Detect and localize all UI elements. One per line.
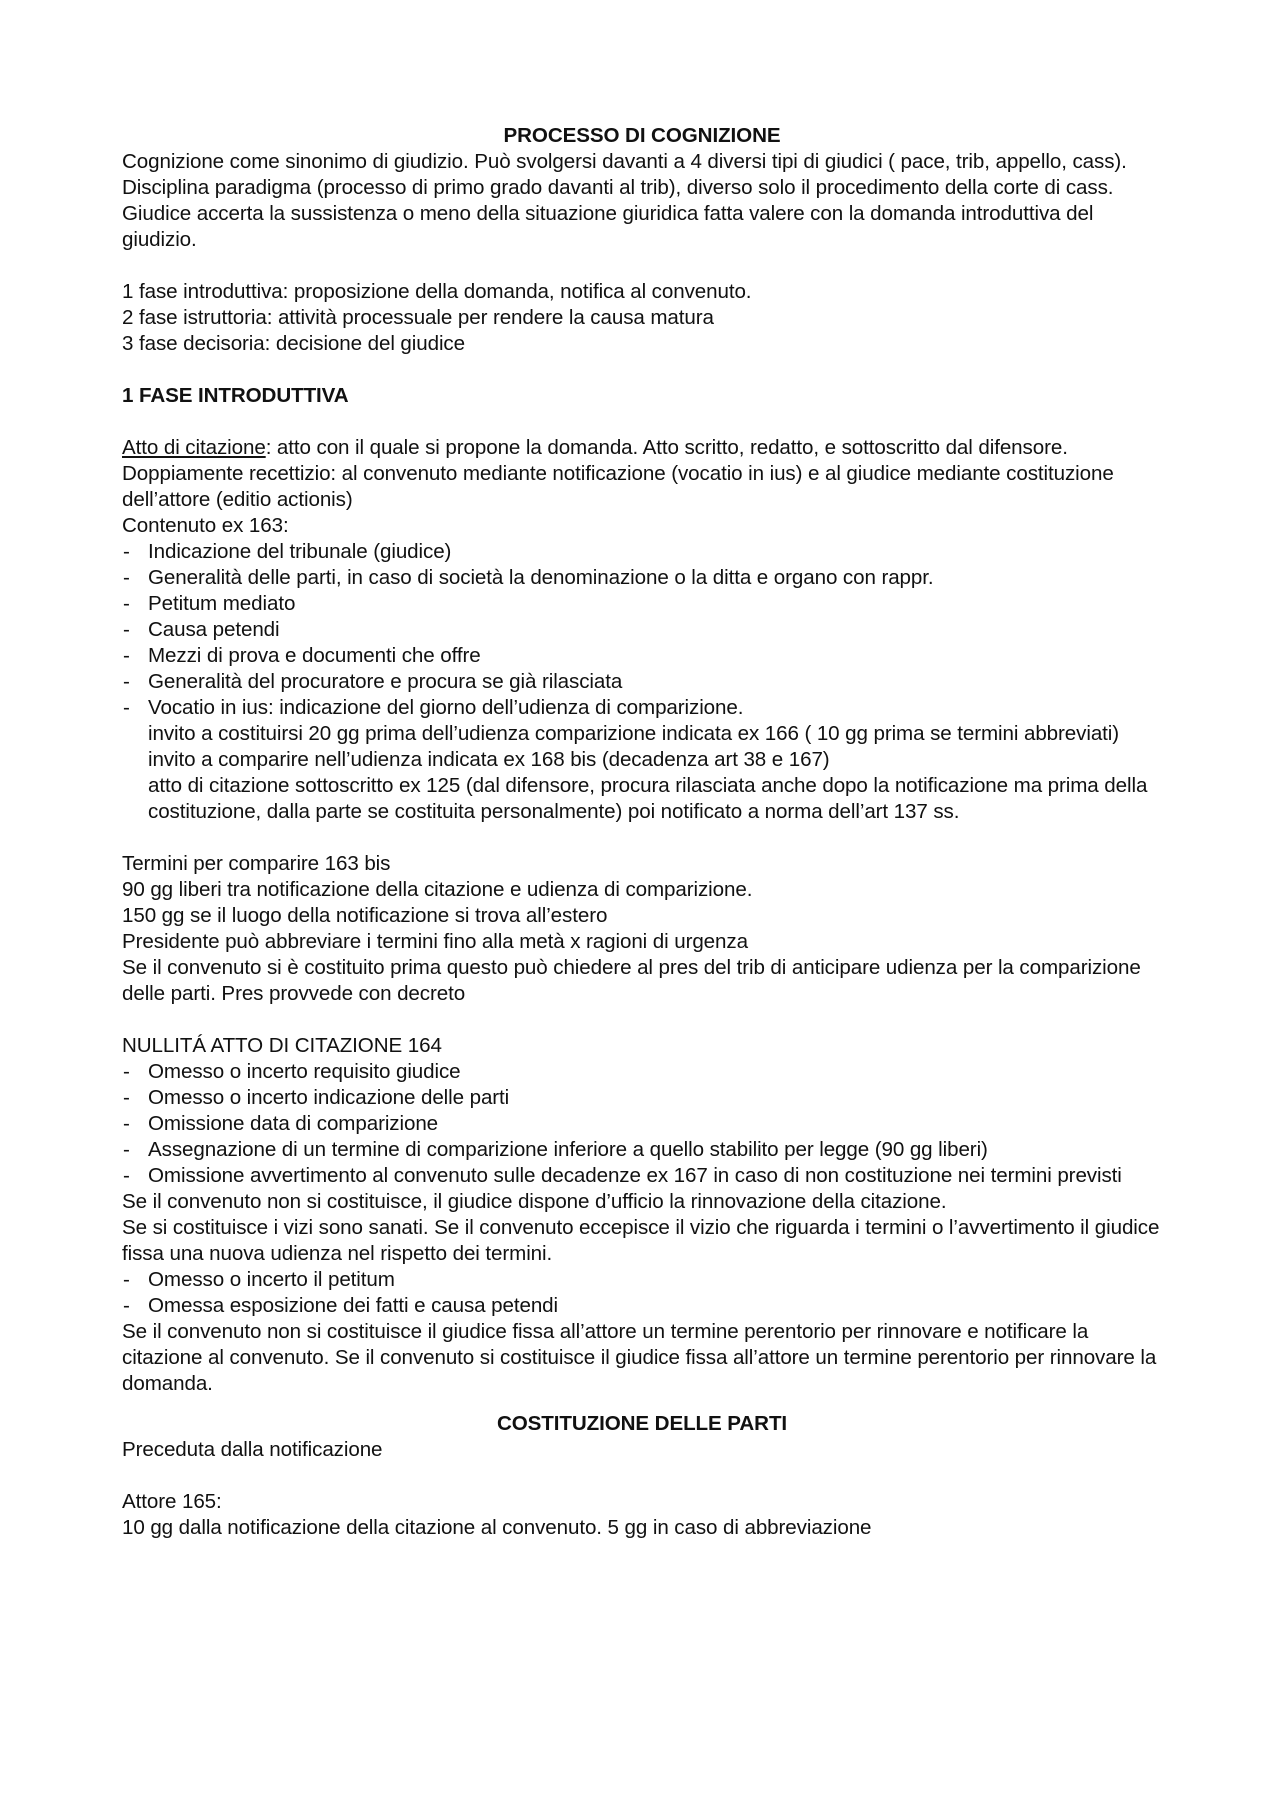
atto-definition-text: : atto con il quale si propone la domanda. Atto scritto, redatto, e sottoscritto dal difensore. (265, 436, 1068, 459)
vocatio-subitem: atto di citazione sottoscritto ex 125 (dal difensore, procura rilasciata anche dopo la notificazione ma prima della costituzione, dalla parte se costituita personalmente) poi notificato a norma dell’art 137 ss. (148, 774, 1148, 823)
phase-line: 3 fase decisoria: decisione del giudice (122, 332, 465, 355)
list-item: - Vocatio in ius: indicazione del giorno dell’udienza di comparizione. (122, 695, 1162, 721)
list-item: - Omesso o incerto il petitum (122, 1267, 1162, 1293)
spacer (122, 409, 1162, 435)
list-item: - Mezzi di prova e documenti che offre (122, 643, 1162, 669)
list-item: - Generalità delle parti, in caso di società la denominazione o la ditta e organo con rappr. (122, 565, 1162, 591)
section-heading-fase-introduttiva: 1 FASE INTRODUTTIVA (122, 384, 349, 407)
intro-paragraph: Giudice accerta la sussistenza o meno della situazione giuridica fatta valere con la domanda introduttiva del giudizio. (122, 202, 1094, 251)
termini-line: Presidente può abbreviare i termini fino alla metà x ragioni di urgenza (122, 930, 748, 953)
atto-term: Atto di citazione (122, 436, 266, 459)
atto-definition (122, 435, 1162, 461)
contenuto-label: Contenuto ex 163: (122, 514, 289, 537)
list-item: - Generalità del procuratore e procura se già rilasciata (122, 669, 1162, 695)
list-item: - Omessa esposizione dei fatti e causa petendi (122, 1293, 1162, 1319)
nullita-heading: NULLITÁ ATTO DI CITAZIONE 164 (122, 1034, 442, 1057)
contenuto-list (122, 539, 1162, 721)
termini-line: Termini per comparire 163 bis (122, 852, 391, 875)
termini-line: Se il convenuto si è costituito prima questo può chiedere al pres del trib di anticipare udienza per la comparizione delle parti. Pres provvede con decreto (122, 956, 1141, 1005)
list-item: - Assegnazione di un termine di comparizione inferiore a quello stabilito per legge (90 gg liberi) (122, 1137, 1162, 1163)
nullita-list-b (122, 1267, 1162, 1319)
termini-line: 150 gg se il luogo della notificazione si trova all’estero (122, 904, 608, 927)
vocatio-subitem: invito a costituirsi 20 gg prima dell’udienza comparizione indicata ex 166 ( 10 gg prima se termini abbreviati) (148, 722, 1120, 745)
phase-line: 1 fase introduttiva: proposizione della domanda, notifica al convenuto. (122, 280, 752, 303)
document-page (122, 123, 1162, 1541)
nullita-list-a (122, 1059, 1162, 1189)
nullita-text: Se il convenuto non si costituisce il giudice fissa all’attore un termine perentorio per rinnovare e notificare la citazione al convenuto. Se il convenuto si costituisce il giudice fissa all’attore un termine perentorio per rinnovare la domanda. (122, 1320, 1157, 1395)
costituzione-heading: COSTITUZIONE DELLE PARTI (496, 1412, 788, 1435)
attore-text: 10 gg dalla notificazione della citazione al convenuto. 5 gg in caso di abbreviazione (122, 1516, 872, 1539)
attore-label: Attore 165: (122, 1490, 222, 1513)
list-item: - Omissione avvertimento al convenuto sulle decadenze ex 167 in caso di non costituzione nei termini previsti (122, 1163, 1162, 1189)
list-item: - Indicazione del tribunale (giudice) (122, 539, 1162, 565)
termini-line: 90 gg liberi tra notificazione della citazione e udienza di comparizione. (122, 878, 753, 901)
list-item: - Petitum mediato (122, 591, 1162, 617)
spacer (122, 1397, 1162, 1411)
document-title: PROCESSO DI COGNIZIONE (503, 124, 781, 147)
list-item: - Omesso o incerto indicazione delle parti (122, 1085, 1162, 1111)
spacer (122, 825, 1162, 851)
spacer (122, 1007, 1162, 1033)
spacer (122, 1463, 1162, 1489)
phase-line: 2 fase istruttoria: attività processuale per rendere la causa matura (122, 306, 714, 329)
spacer (122, 253, 1162, 279)
nullita-text: Se il convenuto non si costituisce, il giudice dispone d’ufficio la rinnovazione della citazione. (122, 1190, 947, 1213)
nullita-text: Se si costituisce i vizi sono sanati. Se il convenuto eccepisce il vizio che riguarda i termini o l’avvertimento il giudice fissa una nuova udienza nel rispetto dei termini. (122, 1216, 1160, 1265)
recettizio-paragraph: Doppiamente recettizio: al convenuto mediante notificazione (vocatio in ius) e al giudice mediante costituzione dell’attore (editio actionis) (122, 462, 1114, 511)
list-item: - Omesso o incerto requisito giudice (122, 1059, 1162, 1085)
vocatio-subitem: invito a comparire nell’udienza indicata ex 168 bis (decadenza art 38 e 167) (148, 748, 830, 771)
spacer (122, 357, 1162, 383)
costituzione-preceduta: Preceduta dalla notificazione (122, 1438, 383, 1461)
intro-paragraph: Cognizione come sinonimo di giudizio. Può svolgersi davanti a 4 diversi tipi di giudici ( pace, trib, appello, cass). Disciplina paradigma (processo di primo grado davanti al trib), diverso solo il procedimento della corte di cass. (122, 150, 1127, 199)
list-item: - Causa petendi (122, 617, 1162, 643)
list-item: - Omissione data di comparizione (122, 1111, 1162, 1137)
